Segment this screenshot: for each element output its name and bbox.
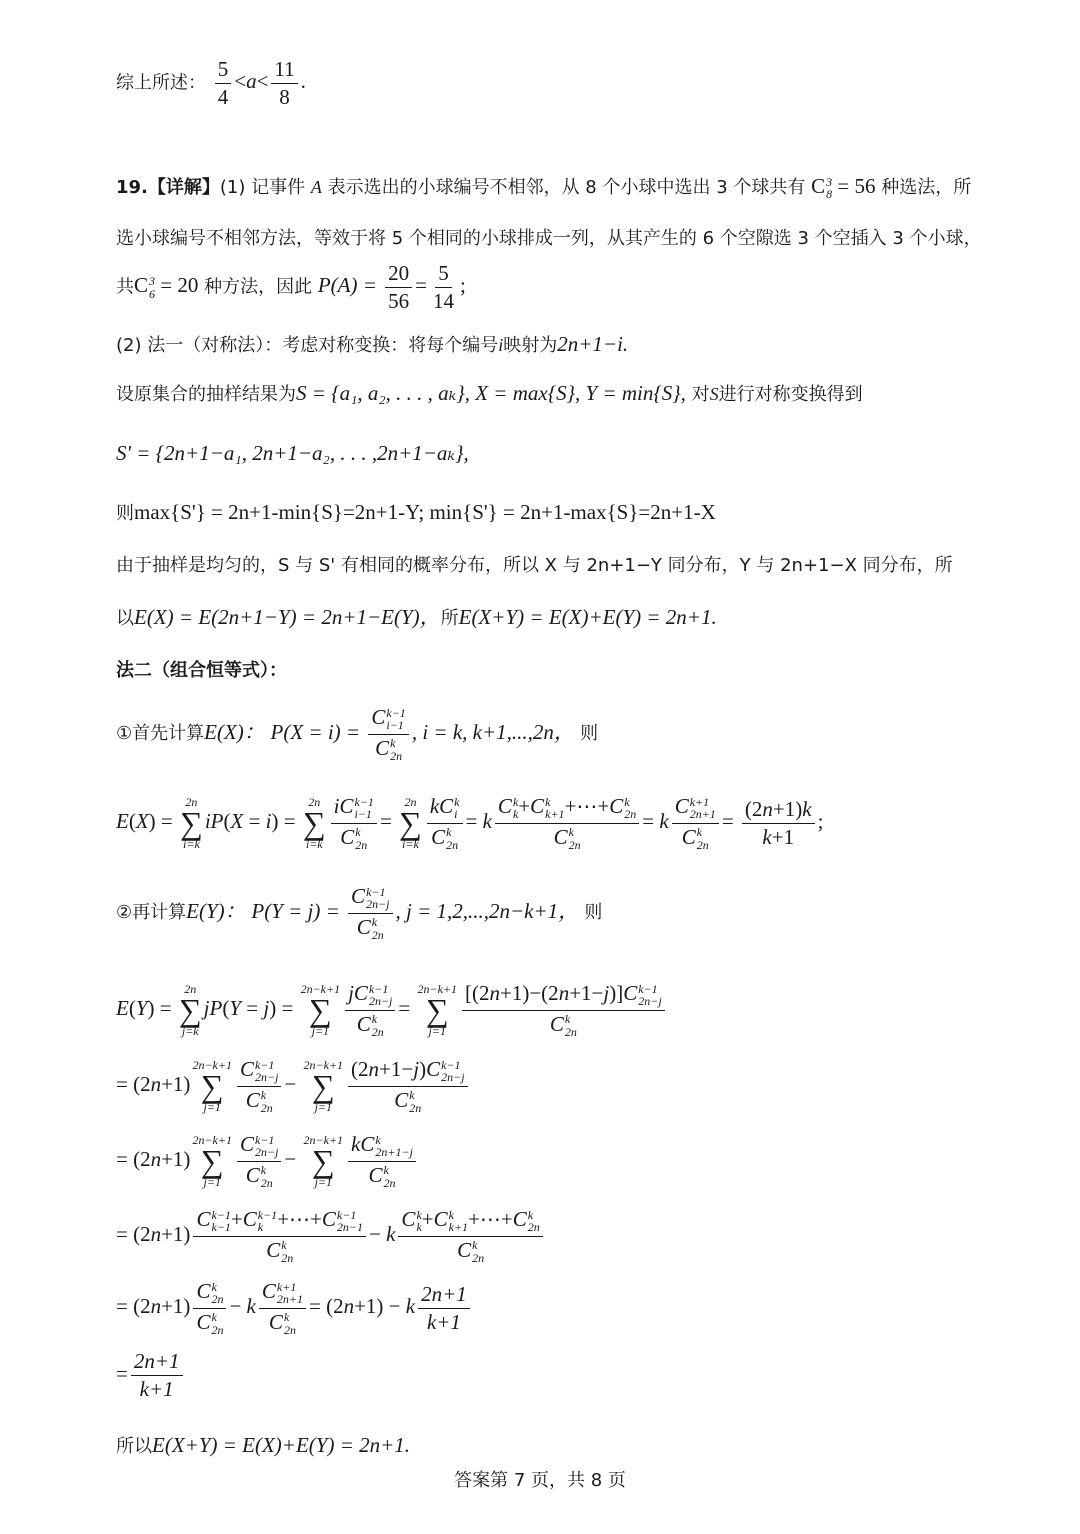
distribution-line-2: 以E(X) = E(2n+1−Y) = 2n+1−E(Y)，所E(X+Y) = E(X)+E(Y) = 2n+1. <box>116 605 717 629</box>
method2-heading: 法二（组合恒等式）： <box>116 660 287 681</box>
max-min-line: 则max{S'} = 2n+1-min{S}=2n+1-Y; min{S'} = 2n+1-max{S}=2n+1-X <box>116 500 716 524</box>
summary-line: 综上所述： $\frac{5}{4}$ <a< $\frac{11}{8}$ . <box>116 57 306 110</box>
final-line: 所以E(X+Y) = E(X)+E(Y) = 2n+1. <box>116 1433 411 1457</box>
part2-heading: (2) 法一（对称法）：考虑对称变换：将每个编号i映射为2n+1−i. <box>116 332 629 356</box>
q19-line-1: 19.【详解】(1) 记事件 A 表示选出的小球编号不相邻，从 8 个小球中选出 3 个球共有 C 3 8 = 56 种选法，所 <box>116 174 972 202</box>
page-footer: 答案第 7 页，共 8 页 <box>454 1470 626 1491</box>
summary-label: 综上所述： <box>116 72 206 94</box>
step2-line: ②再计算E(Y)： P(Y = j) = C k−1 2n−j C k 2n , j = 1,2,...,2n−k+1， 则 <box>116 884 603 942</box>
step1-line: ①首先计算E(X)： P(X = i) = C k−1 i−1 C k 2n , i = k, k+1,...,2n， 则 <box>116 705 599 763</box>
ex-derivation: E(X) = 2n ∑ i=k iP(X = i) = 2n ∑ i=k iC k−1 i−1 C k 2n = 2n ∑ i=k kC k i C k 2n = k C k k +C k k+1 +⋯+C k 2n C k 2n = k C k+1 2n+1 C k 2n = $\frac{(2n+1)k}{k+1}$ ; <box>116 794 824 852</box>
q19-line-3: 共C 3 6 = 20 种方法，因此 P(A) = $\frac{20}{56}$ = $\frac{5}{14}$ ; <box>116 261 466 314</box>
ey-derivation-2: = (2n+1) 2n−k+1 ∑ j=1 C k−1 2n−j C k 2n − 2n−k+1 ∑ j=1 (2n+1−j)C k−1 2n−j C k 2n <box>116 1058 471 1115</box>
ey-derivation-3: = (2n+1) 2n−k+1 ∑ j=1 C k−1 2n−j C k 2n − 2n−k+1 ∑ j=1 kC k 2n+1−j C k 2n <box>116 1133 419 1190</box>
detail-tag: 【详解】 <box>147 177 220 198</box>
sample-set-line: 设原集合的抽样结果为S = {a₁, a₂, . . . , aₖ}, X = max{S}, Y = min{S}, 对S进行对称变换得到 <box>116 381 863 405</box>
upper-bound-fraction: $\frac{11}{8}$ <box>271 58 297 109</box>
question-number: 19. <box>116 177 148 198</box>
distribution-line-1: 由于抽样是均匀的，S 与 S' 有相同的概率分布，所以 X 与 2n+1−Y 同分布，Y 与 2n+1−X 同分布，所 <box>116 555 953 576</box>
prob-fraction-1: $\frac{20}{56}$ <box>385 262 412 313</box>
prob-fraction-2: $\frac{5}{14}$ <box>432 261 454 314</box>
variable-a: a <box>246 69 257 94</box>
ey-derivation-1: E(Y) = 2n ∑ j=k jP(Y = j) = 2n−k+1 ∑ j=1 jC k−1 2n−j C k 2n = 2n−k+1 ∑ j=1 [(2n+1)−(2n+1−j)]C k−1 2n−j C k 2n <box>116 982 668 1039</box>
ey-derivation-5: = (2n+1) C k 2n C k 2n − k C k+1 2n+1 C k 2n = (2n+1) − k $\frac{2n+1}{k+1}$ <box>116 1280 473 1337</box>
lower-bound-fraction: $\frac{5}{4}$ <box>215 58 232 109</box>
q19-line-2: 选小球编号不相邻方法，等效于将 5 个相同的小球排成一列，从其产生的 6 个空隙选 3 个空插入 3 个小球， <box>116 228 982 249</box>
sprime-line: S' = {2n+1−a₁, 2n+1−a₂, . . . ,2n+1−aₖ}, <box>116 441 469 465</box>
ey-result: = $\frac{2n+1}{k+1}$ <box>116 1350 186 1401</box>
ey-derivation-4: = (2n+1) C k−1 k−1 +C k−1 k +⋯+C k−1 2n−1 C k 2n − k C k k +C k k+1 +⋯+C k 2n C k 2n <box>116 1208 546 1265</box>
